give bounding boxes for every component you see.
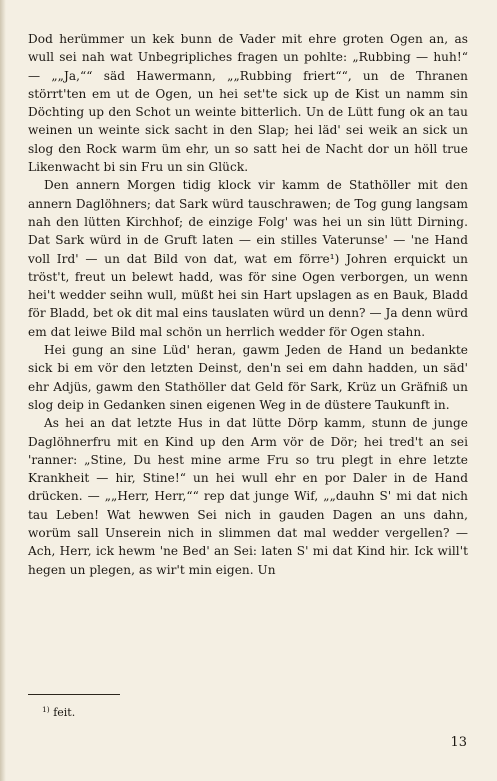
- footnote-text: feit.: [53, 706, 76, 719]
- paragraph-4: As hei an dat letzte Hus in dat lütte Dörp kamm, stunn de junge Daglöhnerfru mit en Kind up den Arm vör de Dör; hei tred't an sei 'ranner: „Stine, Du hest mine arme Fru so tru plegt in ehre letzte Krankheit — hir, Stine!“ un hei wull ehr en por Daler in de Hand drücken. — „„Herr, Herr,““ rep dat junge Wif, „„dauhn S' mi dat nich tau Leben! Wat hewwen Sei nich in gauden Dagen an uns dahn, worüm sall Unserein nich in slimmen dat mal wedder vergellen? — Ach, Herr, ick hewm 'ne Bed' an Sei: laten S' mi dat Kind hir. Ick will't hegen un plegen, as wir't min eigen. Un: [28, 416, 468, 577]
- page-number: 13: [450, 735, 467, 750]
- page-spine-shadow: [0, 0, 6, 781]
- footnote-marker: 1): [42, 705, 50, 714]
- footnote: [42, 703, 75, 720]
- paragraph-1: Dod herümmer un kek bunn de Vader mit ehre groten Ogen an, as wull sei nah wat Unbegripliches fragen un pohlte: „Rubbing — huh!“ — „„Ja,““ säd Hawermann, „„Rubbing friert““, un de Thranen störrt'ten em ut de Ogen, un hei set'te sick up de Kist un namm sin Döchting up den Schot un weinte bitterlich. Un de Lütt fung ok an tau weinen un weinte sick sacht in den Slap; hei läd' sei weik an sick un slog den Rock warm üm ehr, un so satt hei de Nacht dor un höll true Likenwacht bi sin Fru un sin Glück.: [28, 32, 468, 175]
- footnote-divider: [28, 694, 120, 695]
- body-text: [28, 30, 468, 579]
- paragraph-2: Den annern Morgen tidig klock vir kamm de Stathöller mit den annern Daglöhners; dat Sark würd tauschrawen; de Tog gung langsam nah den lütten Kirchhof; de einzige Folg' was hei un sin lütt Dirning. Dat Sark würd in de Gruft laten — ein stilles Vaterunse' — 'ne Hand voll Ird' — un dat Bild von dat, wat em förre¹) Johren erquickt un tröst't, freut un belewt hadd, was för sine Ogen verborgen, un wenn hei't wedder seihn wull, müßt hei sin Hart upslagen as en Bauk, Bladd för Bladd, bet ok dit mal eins tauslaten würd un denn? — Ja denn würd em dat leiwe Bild mal schön un herrlich wedder för Ogen stahn.: [28, 178, 468, 339]
- paragraph-3: Hei gung an sine Lüd' heran, gawm Jeden de Hand un bedankte sick bi em vör den letzten Deinst, den'n sei em dahn hadden, un säd' ehr Adjüs, gawm den Stathöller dat Geld för Sark, Krüz un Gräfniß un slog deip in Gedanken sinen eigenen Weg in de düstere Taukunft in.: [28, 343, 468, 412]
